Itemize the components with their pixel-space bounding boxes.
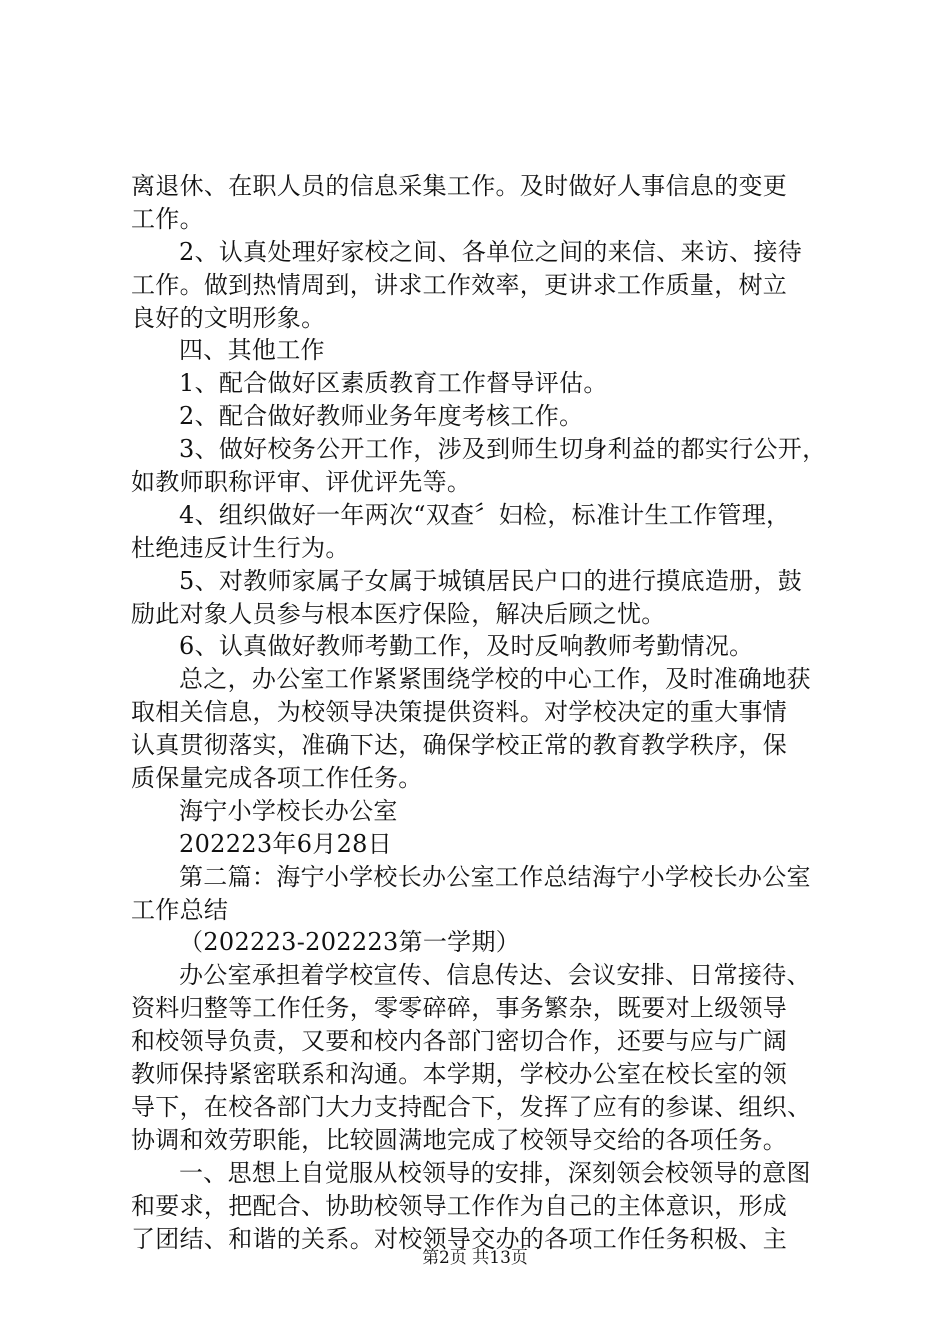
text-line: 资料归整等工作任务，零零碎碎，事务繁杂，既要对上级领导: [131, 994, 788, 1023]
text-line: （202223-202223第一学期）: [179, 928, 521, 957]
text-line: 四、其他工作: [179, 336, 325, 365]
text-line: 杜绝违反计生行为。: [131, 533, 350, 562]
text-line: 办公室承担着学校宣传、信息传达、会议安排、日常接待、: [179, 961, 811, 990]
text-line: 2、认真处理好家校之间、各单位之间的来信、来访、接待: [179, 237, 803, 266]
text-line: 202223年6月28日: [179, 829, 393, 858]
text-line: 海宁小学校长办公室: [179, 796, 398, 825]
text-line: 取相关信息，为校领导决策提供资料。对学校决定的重大事情: [131, 698, 788, 727]
text-line: 第二篇：海宁小学校长办公室工作总结海宁小学校长办公室: [179, 862, 811, 891]
text-line: 如教师职称评审、评优评先等。: [131, 468, 472, 497]
text-line: 工作总结: [131, 895, 229, 924]
text-line: 良好的文明形象。: [131, 303, 326, 332]
text-line: 4、组织做好一年两次“双查〞妇检，标准计生工作管理，: [179, 500, 791, 529]
text-line: 离退休、在职人员的信息采集工作。及时做好人事信息的变更: [131, 172, 788, 200]
text-line: 5、对教师家属子女属于城镇居民户口的进行摸底造册，鼓: [179, 566, 803, 595]
text-line: 和要求，把配合、协助校领导工作作为自己的主体意识，形成: [131, 1191, 788, 1220]
text-line: 总之，办公室工作紧紧围绕学校的中心工作，及时准确地获: [179, 665, 811, 694]
text-line: 3、做好校务公开工作，涉及到师生切身利益的都实行公开，: [179, 435, 827, 464]
text-line: 一、思想上自觉服从校领导的安排，深刻领会校领导的意图: [179, 1158, 811, 1187]
text-line: 工作。: [131, 204, 204, 233]
text-line: 了团结、和谐的关系。对校领导交办的各项工作任务积极、主: [131, 1224, 788, 1253]
text-line: 协调和效劳职能，比较圆满地完成了校领导交给的各项任务。: [131, 1125, 788, 1154]
text-line: 教师保持紧密联系和沟通。本学期，学校办公室在校长室的领: [131, 1060, 788, 1089]
text-line: 2、配合做好教师业务年度考核工作。: [179, 402, 584, 431]
text-line: 质保量完成各项工作任务。: [131, 764, 423, 793]
page-footer: 第2页 共13页: [422, 1248, 528, 1268]
text-line: 工作。做到热情周到，讲求工作效率，更讲求工作质量，树立: [131, 270, 788, 299]
text-line: 认真贯彻落实，准确下达，确保学校正常的教育教学秩序，保: [131, 731, 788, 760]
text-line: 6、认真做好教师考勤工作，及时反响教师考勤情况。: [179, 632, 754, 661]
text-line: 1、配合做好区素质教育工作督导评估。: [179, 369, 608, 398]
text-line: 导下，在校各部门大力支持配合下，发挥了应有的参谋、组织、: [131, 1092, 812, 1121]
text-line: 和校领导负责，又要和校内各部门密切合作，还要与应与广阔: [131, 1027, 788, 1056]
document-body: [131, 170, 831, 1255]
text-line: 励此对象人员参与根本医疗保险，解决后顾之忧。: [131, 599, 666, 628]
